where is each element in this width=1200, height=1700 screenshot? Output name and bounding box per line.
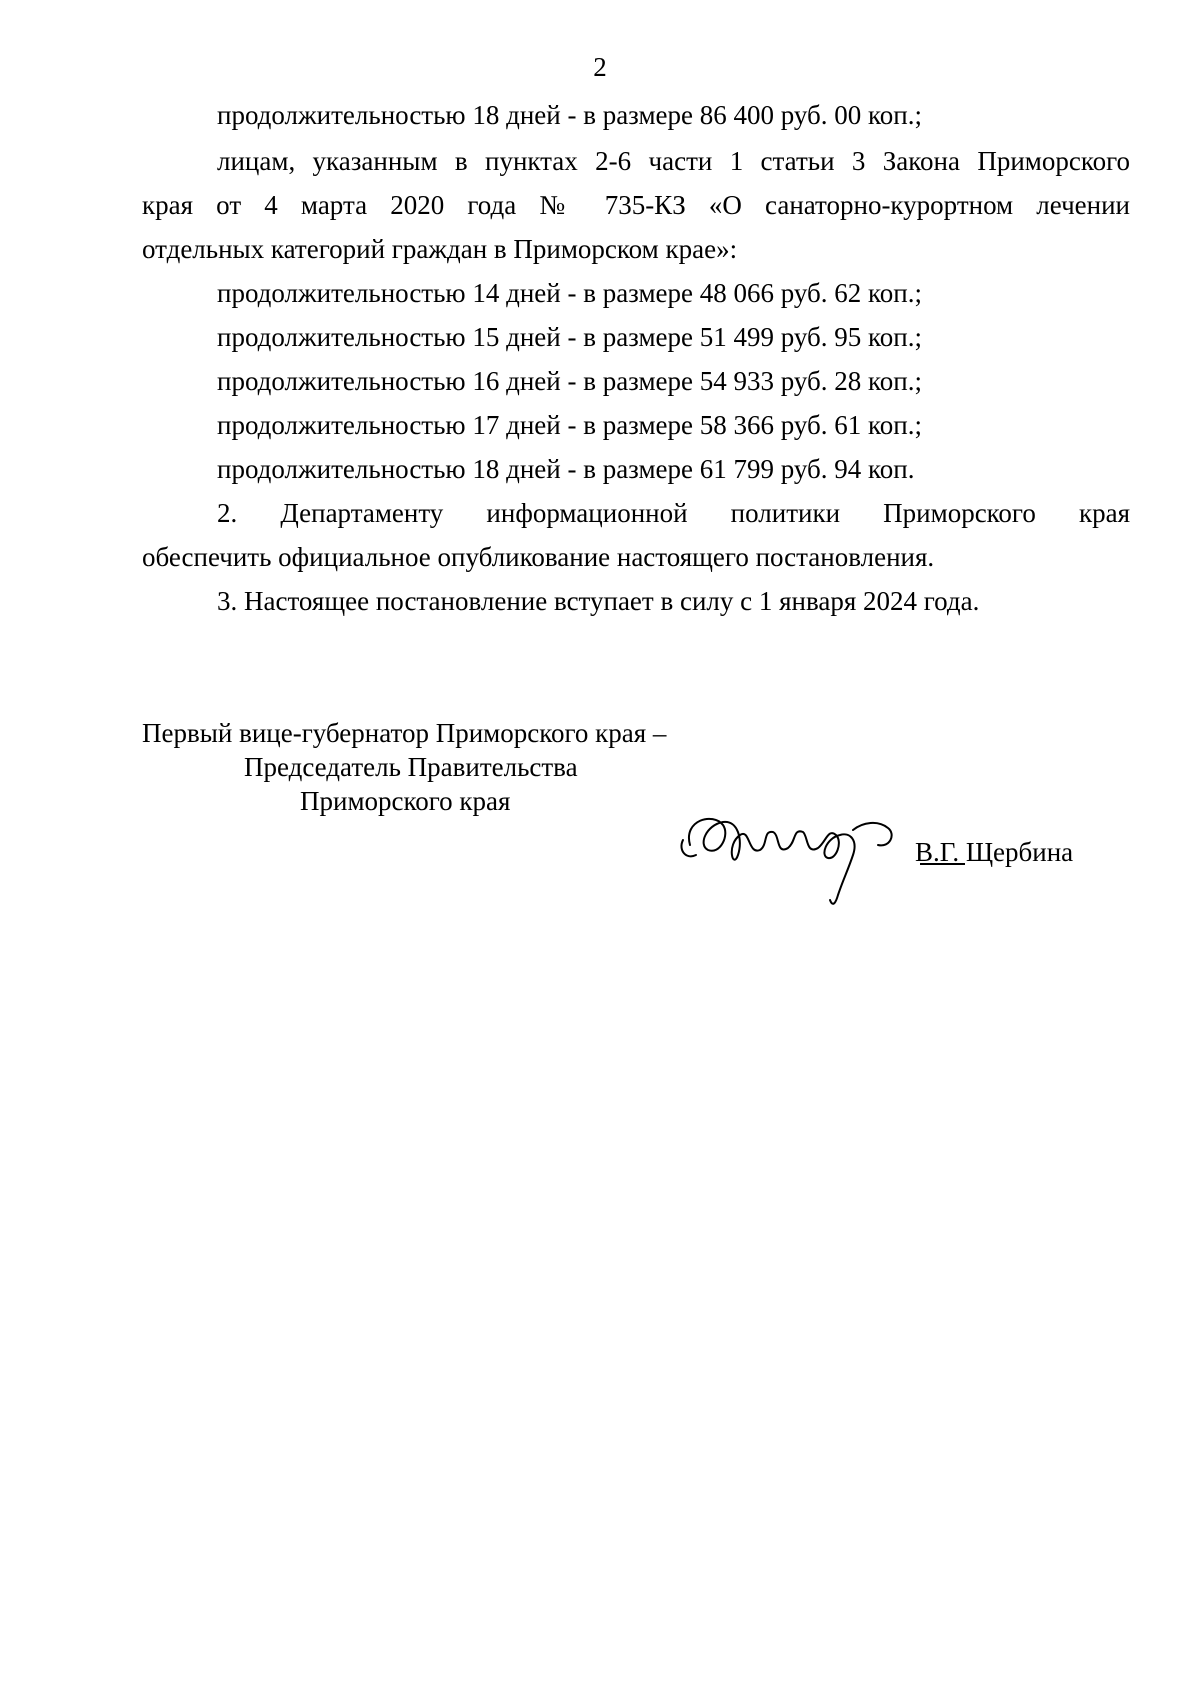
paragraph-line: отдельных категорий граждан в Приморском крае»: [142,234,738,264]
amount-line: продолжительностью 15 дней - в размере 51 499 руб. 95 коп.; [217,322,922,352]
signer-title-line: Первый вице-губернатор Приморского края – [142,718,667,748]
page-number: 2 [593,52,607,82]
paragraph-line: лицам, указанным в пунктах 2-6 части 1 статьи 3 Закона Приморского [217,146,1130,176]
paragraph-line: края от 4 марта 2020 года № 735-КЗ «О санаторно-курортном лечении [142,190,1130,220]
amount-line: продолжительностью 14 дней - в размере 48 066 руб. 62 коп.; [217,278,922,308]
amount-line: продолжительностью 16 дней - в размере 54 933 руб. 28 коп.; [217,366,922,396]
paragraph-line: 3. Настоящее постановление вступает в силу с 1 января 2024 года. [217,586,980,616]
amount-line: продолжительностью 18 дней - в размере 61 799 руб. 94 коп. [217,454,915,484]
paragraph-line: обеспечить официальное опубликование настоящего постановления. [142,542,935,572]
amount-line: продолжительностью 17 дней - в размере 58 366 руб. 61 коп.; [217,410,922,440]
signer-title-line: Приморского края [300,786,511,816]
signer-name: В.Г. Щербина [915,837,1074,867]
paragraph-line: 2. Департаменту информационной политики Приморского края [217,498,1130,528]
handwritten-signature [668,800,918,910]
paragraph-line: продолжительностью 18 дней - в размере 86 400 руб. 00 коп.; [217,100,922,130]
signer-title-line: Председатель Правительства [244,752,578,782]
